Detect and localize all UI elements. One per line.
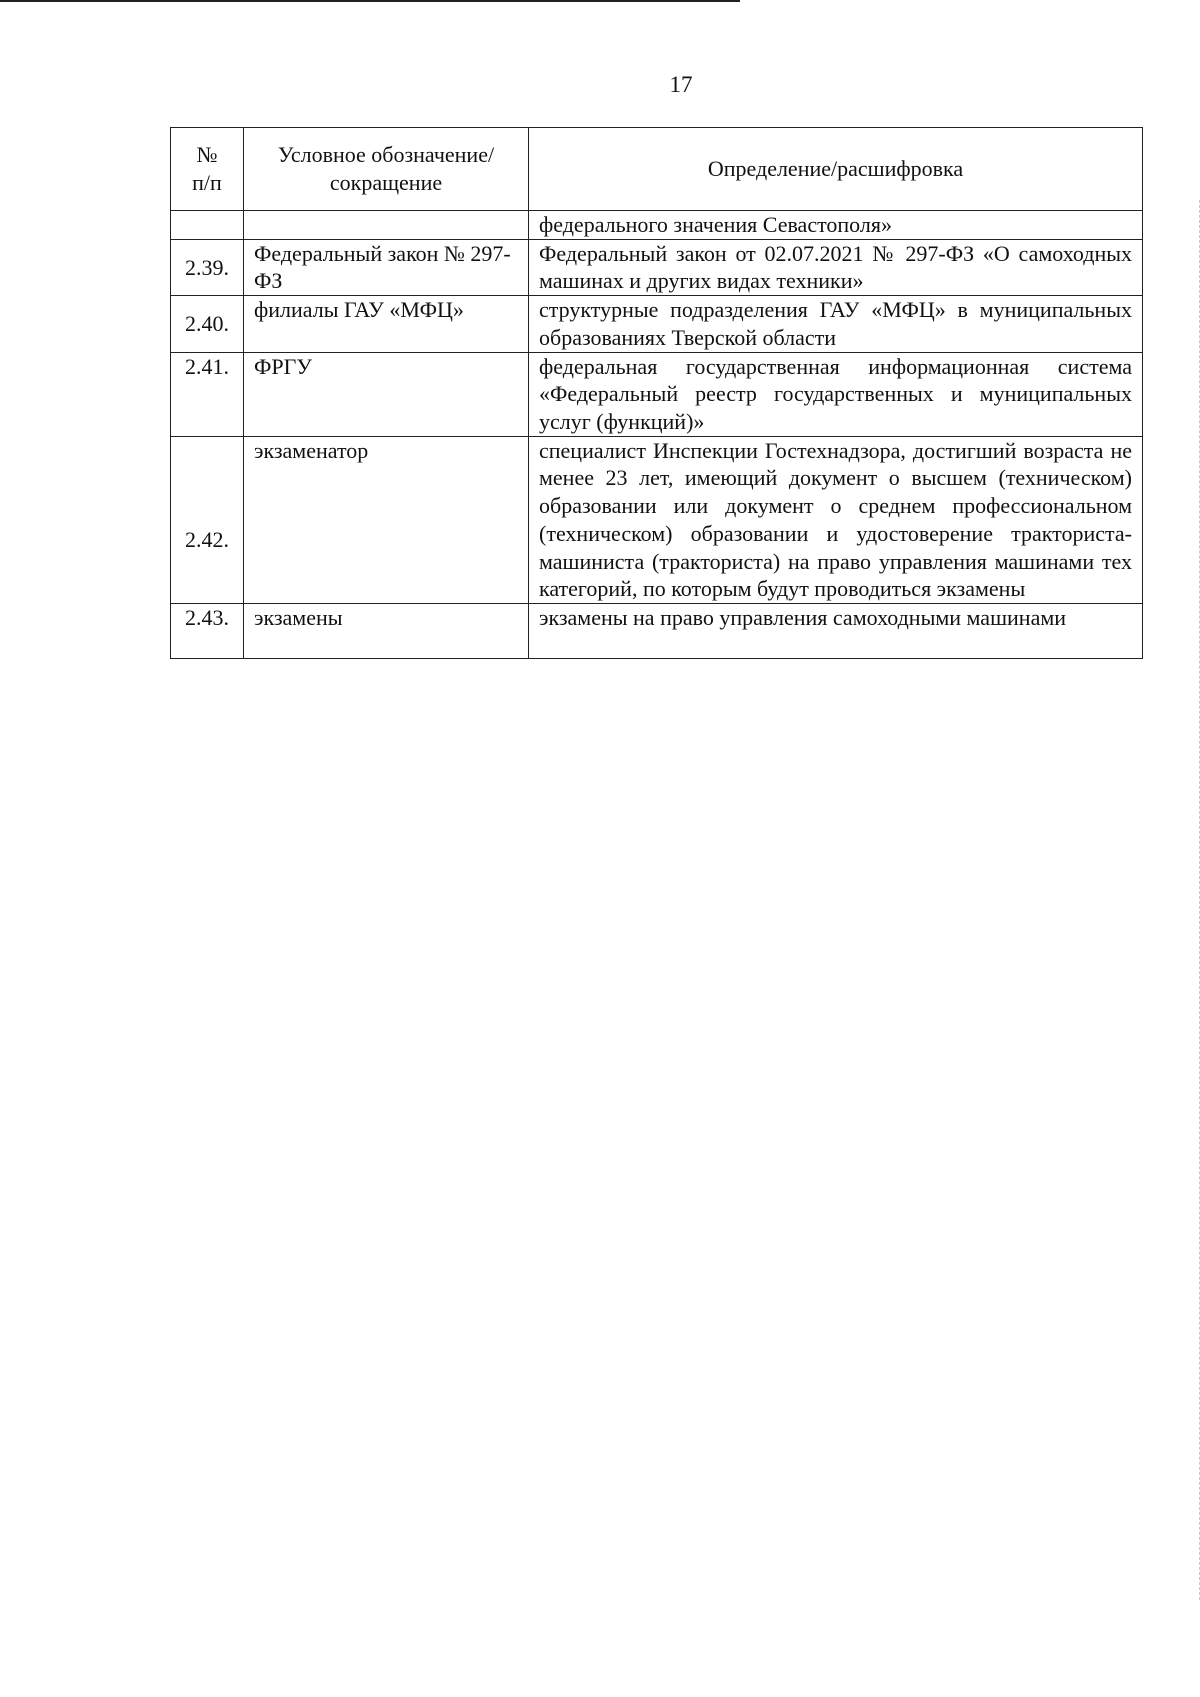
top-border-line — [0, 0, 740, 2]
row-number: 2.42. — [171, 436, 244, 603]
table-row — [171, 296, 1143, 352]
definitions-table — [170, 127, 1143, 659]
row-definition: структурные подразделения ГАУ «МФЦ» в муниципальных образованиях Тверской области — [529, 296, 1143, 352]
table-row — [171, 239, 1143, 295]
header-num-label: № п/п — [192, 142, 222, 195]
row-definition: федерального значения Севастополя» — [529, 211, 1143, 240]
row-definition: Федеральный закон от 02.07.2021 № 297-ФЗ «О самоходных машинах и других видах техники» — [529, 239, 1143, 295]
page-number: 17 — [669, 72, 693, 97]
table-row — [171, 352, 1143, 436]
row-number: 2.39. — [171, 239, 244, 295]
row-number: 2.40. — [171, 296, 244, 352]
table-row — [171, 436, 1143, 603]
row-definition: федеральная государственная информационная система «Федеральный реестр государственных и муниципальных услуг (функций)» — [529, 352, 1143, 436]
row-term: экзамены — [244, 604, 529, 659]
row-term: Федеральный закон № 297-ФЗ — [244, 239, 529, 295]
header-term: Условное обозначение/сокращение — [244, 128, 529, 211]
row-definition: экзамены на право управления самоходными машинами — [529, 604, 1143, 659]
table-row — [171, 211, 1143, 240]
header-definition: Определение/расшифровка — [529, 128, 1143, 211]
row-number — [171, 211, 244, 240]
row-term: филиалы ГАУ «МФЦ» — [244, 296, 529, 352]
row-number: 2.43. — [171, 604, 244, 659]
row-term: ФРГУ — [244, 352, 529, 436]
header-num — [171, 128, 244, 211]
table-row — [171, 604, 1143, 659]
table-header-row — [171, 128, 1143, 211]
row-number: 2.41. — [171, 352, 244, 436]
row-definition: специалист Инспекции Гостехнадзора, достигший возраста не менее 23 лет, имеющий документ о высшем (техническом) образовании или документ о среднем профессиональном (техническом) образовании и удостоверение тракториста-машиниста (тракториста) на право управления машинами тех категорий, по которым будут проводиться экзамены — [529, 436, 1143, 603]
row-term: экзаменатор — [244, 436, 529, 603]
row-term — [244, 211, 529, 240]
